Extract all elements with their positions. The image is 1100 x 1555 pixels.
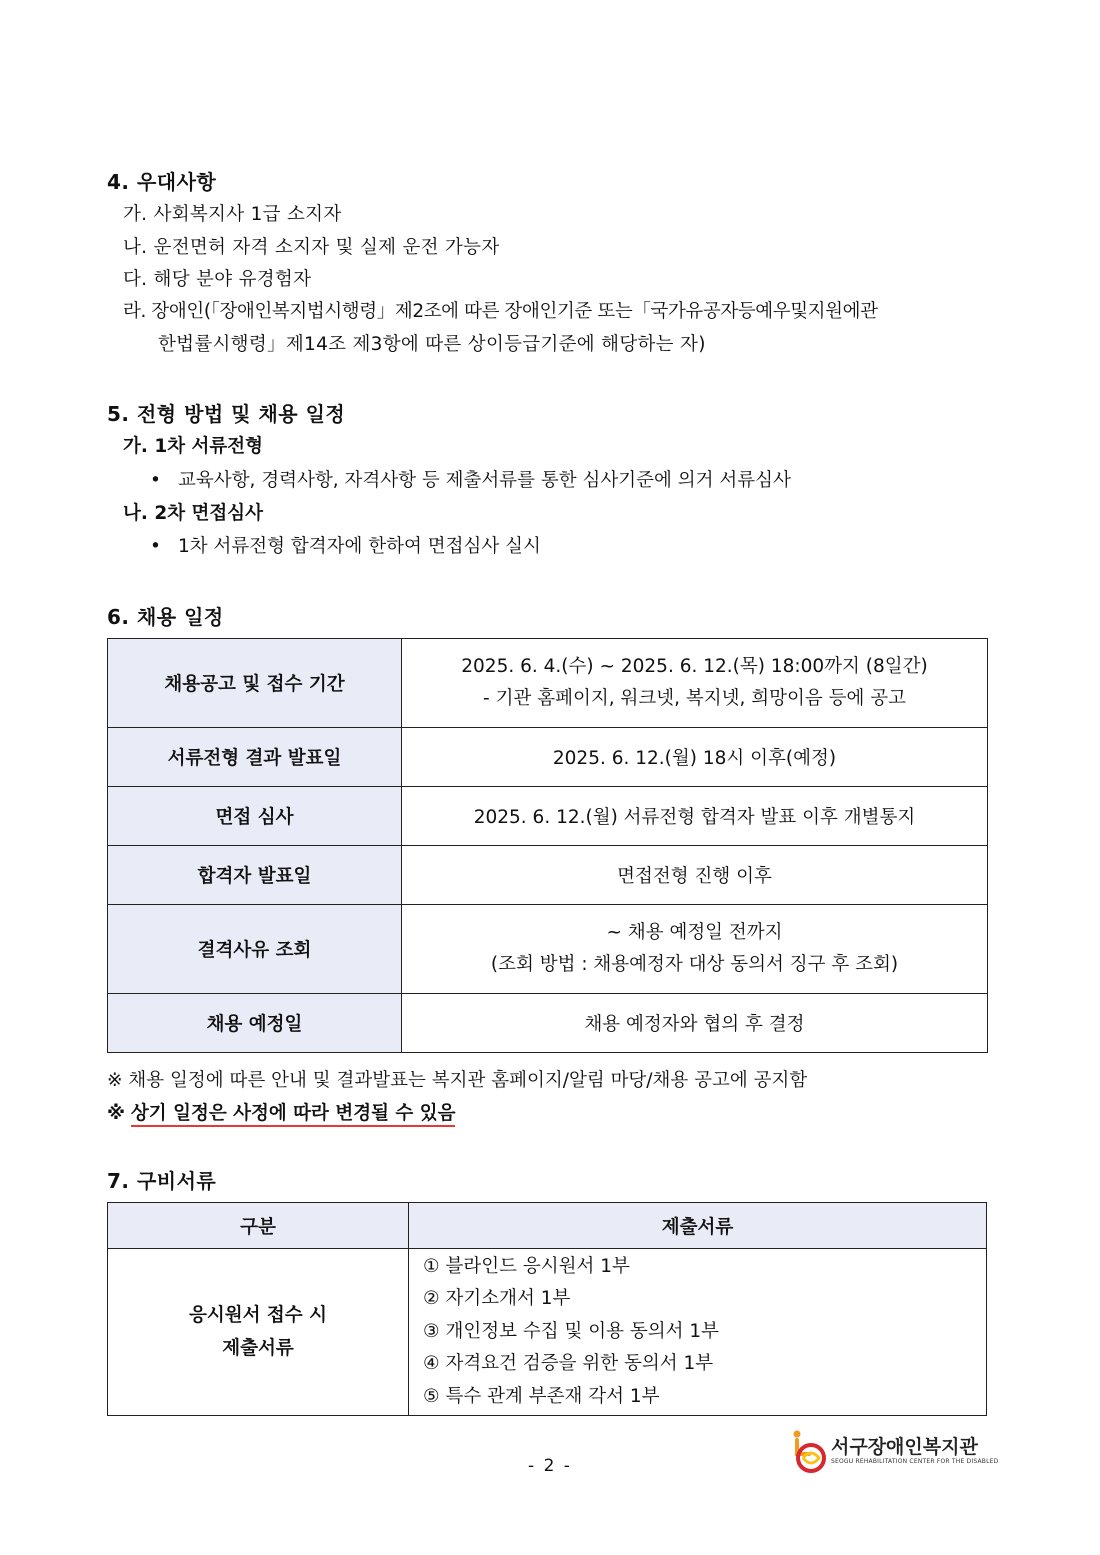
table-row xyxy=(108,846,988,905)
column-header: 제출서류 xyxy=(409,1203,987,1249)
sec4-item-4-cont: 한법률시행령」제14조 제3항에 따른 상이등급기준에 해당하는 자) xyxy=(158,334,706,355)
note-2-text: 상기 일정은 사정에 따라 변경될 수 있음 xyxy=(131,1103,456,1127)
list-item: ⑤ 특수 관계 부존재 각서 1부 xyxy=(423,1385,660,1407)
row-label xyxy=(108,1249,409,1416)
table-row xyxy=(108,1249,987,1416)
sec5-stage2-bullet xyxy=(150,532,541,558)
section-4-title: 4. 우대사항 xyxy=(107,170,217,194)
row-label: 서류전형 결과 발표일 xyxy=(108,728,402,787)
documents-table xyxy=(107,1202,987,1416)
sec4-item-3: 다. 해당 분야 유경험자 xyxy=(123,269,312,290)
sec5-stage1-text: 교육사항, 경력사항, 자격사항 등 제출서류를 통한 심사기준에 의거 서류심사 xyxy=(178,470,791,491)
sec5-stage1-bullet xyxy=(150,466,791,492)
row-value: 채용 예정자와 협의 후 결정 xyxy=(402,994,988,1053)
schedule-table xyxy=(107,638,988,1053)
row-label: 채용공고 및 접수 기간 xyxy=(108,639,402,728)
schedule-note-2 xyxy=(107,1099,455,1125)
row-label: 채용 예정일 xyxy=(108,994,402,1053)
schedule-note-1: ※ 채용 일정에 따른 안내 및 결과발표는 복지관 홈페이지/알림 마당/채용 공고에 공지함 xyxy=(107,1070,808,1091)
list-item: ④ 자격요건 검증을 위한 동의서 1부 xyxy=(423,1353,714,1375)
row-label: 합격자 발표일 xyxy=(108,846,402,905)
row-value: 면접전형 진행 이후 xyxy=(402,846,988,905)
document-list xyxy=(409,1249,987,1416)
row-value: 2025. 6. 12.(월) 서류전형 합격자 발표 이후 개별통지 xyxy=(402,787,988,846)
table-row xyxy=(108,639,988,728)
column-header: 구분 xyxy=(108,1203,409,1249)
sec5-stage2-text: 1차 서류전형 합격자에 한하여 면접심사 실시 xyxy=(178,536,541,557)
row-value-line2: (조회 방법 : 채용예정자 대상 동의서 징구 후 조회) xyxy=(490,954,899,975)
table-row xyxy=(108,905,988,994)
row-value-line1: 2025. 6. 4.(수) ~ 2025. 6. 12.(목) 18:00까지 (8일간) xyxy=(461,656,928,677)
note-mark: ※ xyxy=(107,1103,125,1124)
section-7-title: 7. 구비서류 xyxy=(107,1169,217,1193)
list-item: ② 자기소개서 1부 xyxy=(423,1288,571,1310)
sec4-item-4: 라. 장애인(「장애인복지법시행령」제2조에 따른 장애인기준 또는「국가유공자등예우및지원에관 xyxy=(123,301,878,322)
bullet-icon: • xyxy=(150,536,161,557)
sec4-item-2: 나. 운전면허 자격 소지자 및 실제 운전 가능자 xyxy=(123,237,500,258)
row-value: 2025. 6. 12.(월) 18시 이후(예정) xyxy=(402,728,988,787)
sec5-stage1-title: 가. 1차 서류전형 xyxy=(123,436,264,457)
row-label-line1: 응시원서 접수 시 xyxy=(189,1305,327,1326)
section-6-title: 6. 채용 일정 xyxy=(107,605,224,629)
table-row xyxy=(108,994,988,1053)
sec5-stage2-title: 나. 2차 면접심사 xyxy=(123,503,264,524)
list-item: ③ 개인정보 수집 및 이용 동의서 1부 xyxy=(423,1320,719,1342)
table-row xyxy=(108,787,988,846)
row-label-line2: 제출서류 xyxy=(222,1338,294,1359)
row-value xyxy=(402,905,988,994)
row-label: 면접 심사 xyxy=(108,787,402,846)
row-value-line2: - 기관 홈페이지, 워크넷, 복지넷, 희망이음 등에 공고 xyxy=(483,688,906,709)
row-value xyxy=(402,639,988,728)
logo xyxy=(789,1426,999,1474)
section-5-title: 5. 전형 방법 및 채용 일정 xyxy=(107,402,346,426)
list-item: ① 블라인드 응시원서 1부 xyxy=(423,1255,630,1277)
logo-subtitle: SEOGU REHABILITATION CENTER FOR THE DISABLED xyxy=(831,1458,999,1465)
page-number: - 2 - xyxy=(528,1456,572,1476)
table-row xyxy=(108,728,988,787)
sec4-item-1: 가. 사회복지사 1급 소지자 xyxy=(123,204,342,225)
logo-name: 서구장애인복지관 xyxy=(831,1436,978,1458)
row-label: 결격사유 조회 xyxy=(108,905,402,994)
bullet-icon: • xyxy=(150,470,161,491)
logo-mark-icon xyxy=(789,1428,829,1474)
row-value-line1: ~ 채용 예정일 전까지 xyxy=(606,922,783,943)
table-header-row xyxy=(108,1203,987,1249)
